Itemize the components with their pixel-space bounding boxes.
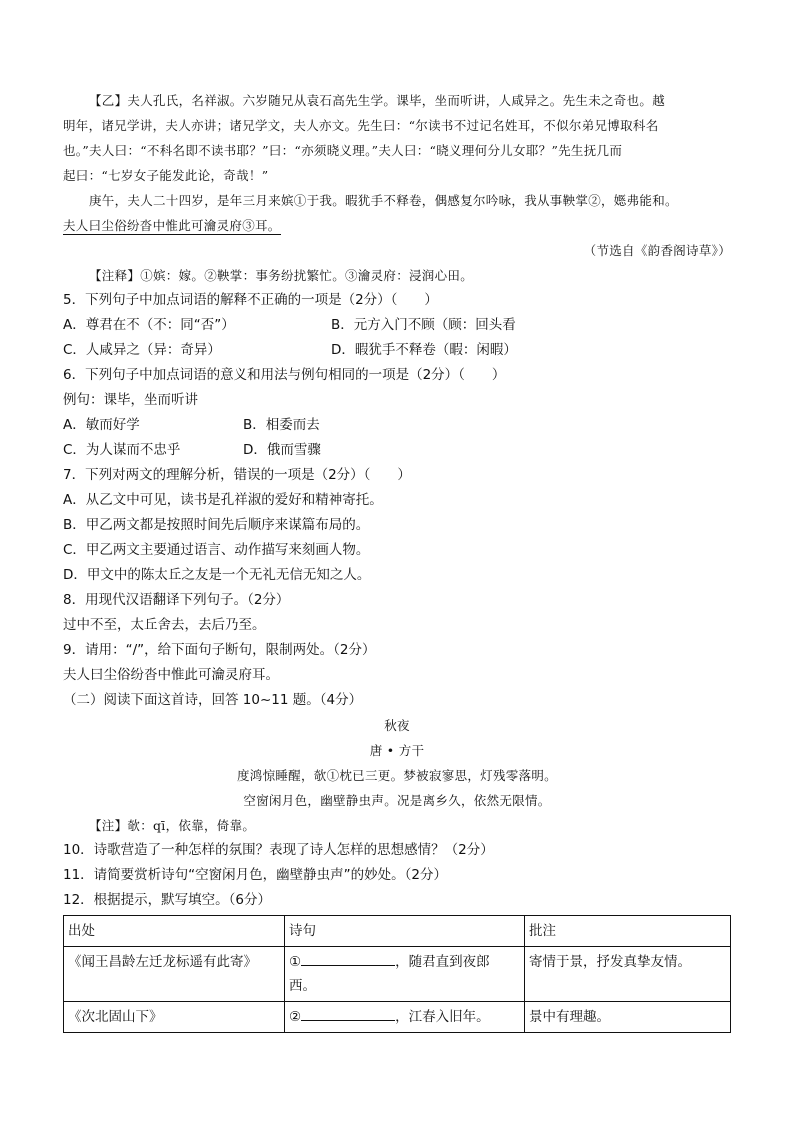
question-7 xyxy=(63,463,731,588)
question-stem: 5．下列句子中加点词语的解释不正确的一项是（2分）（ ） xyxy=(63,292,438,308)
punctuate-sentence: 夫人曰尘俗纷沓中惟此可瀹灵府耳。 xyxy=(63,667,279,683)
option-d: D．暇犹手不释卷（暇：闲暇） xyxy=(331,342,517,358)
question-10 xyxy=(63,838,731,863)
question-stem: 8．用现代汉语翻译下列句子。（2分） xyxy=(63,592,290,608)
poem xyxy=(63,713,731,838)
option-b: B．甲乙两文都是按照时间先后顺序来谋篇布局的。 xyxy=(63,517,370,533)
question-stem: 9．请用：“/”，给下面句子断句，限制两处。（2分） xyxy=(63,642,376,658)
row-verse xyxy=(285,1002,525,1033)
row-source: 《闻王昌龄左迁龙标遥有此寄》 xyxy=(64,947,285,1002)
blank-number: ① xyxy=(289,954,302,970)
option-a: A．从乙文中可见，读书是孔祥淑的爱好和精神寄托。 xyxy=(63,492,383,508)
question-stem: 10．诗歌营造了一种怎样的氛围？表现了诗人怎样的思想感情？（2分） xyxy=(63,842,494,858)
section-2 xyxy=(63,688,731,838)
question-stem: 6．下列句子中加点词语的意义和用法与例句相同的一项是（2分）（ ） xyxy=(63,367,506,383)
poem-note: 【注】欹：qī，依靠，倚靠。 xyxy=(89,818,256,833)
option-c: C．为人谋而不忠乎 xyxy=(63,442,181,458)
option-d: D．甲文中的陈太丘之友是一个无礼无信无知之人。 xyxy=(63,567,371,583)
underlined-sentence: 夫人曰尘俗纷沓中惟此可瀹灵府③耳。 xyxy=(63,218,281,233)
option-a: A．敏而好学 xyxy=(63,417,140,433)
poem-line: 空窗闲月色，幽壁静虫声。况是离乡久，依然无限情。 xyxy=(243,793,551,808)
passage-b-line: 也。”夫人曰：“不科名即不读书耶？”曰：“亦须晓义理。”夫人曰：“晓义理何分儿女耶？”先生抚几而 xyxy=(63,143,623,158)
blank-number: ② xyxy=(289,1009,302,1025)
option-c: C．甲乙两文主要通过语言、动作描写来刻画人物。 xyxy=(63,542,370,558)
row-verse xyxy=(285,947,525,1002)
header-note: 批注 xyxy=(525,916,731,947)
option-a: A．尊君在不（不：同“否”） xyxy=(63,317,235,333)
question-9 xyxy=(63,638,731,688)
header-source: 出处 xyxy=(64,916,285,947)
passage-b-line: 起曰：“七岁女子能发此论，奇哉！” xyxy=(63,168,269,183)
passage-b-line: 【乙】夫人孔氏，名祥淑。六岁随兄从袁石高先生学。课毕，坐而听讲，人咸异之。先生未之奇也。越 xyxy=(89,93,666,108)
poem-title: 秋夜 xyxy=(384,718,410,733)
verse-text: ，江春入旧年。 xyxy=(395,1009,490,1025)
dictation-table xyxy=(63,915,731,1033)
row-note: 景中有理趣。 xyxy=(525,1002,731,1033)
poem-author: 唐 • 方干 xyxy=(369,743,425,758)
question-6 xyxy=(63,363,731,463)
table-header-row xyxy=(64,916,731,947)
example-sentence: 例句：课毕，坐而听讲 xyxy=(63,392,198,408)
option-c: C．人咸异之（异：奇异） xyxy=(63,342,221,358)
passage-b-line: 明年，诸兄学讲，夫人亦讲；诸兄学文，夫人亦文。先生曰：“尔读书不过记名姓耳，不似尔弟兄博取科名 xyxy=(63,118,659,133)
table-row xyxy=(64,1002,731,1033)
question-8 xyxy=(63,588,731,638)
question-11 xyxy=(63,863,731,888)
passage-notes: 【注释】①嫔：嫁。②鞅掌：事务纷扰繁忙。③瀹灵府：浸润心田。 xyxy=(89,268,474,283)
question-stem: 12．根据提示，默写填空。（6分） xyxy=(63,892,272,908)
poem-line: 度鸿惊睡醒，欹①枕已三更。梦被寂寥思，灯残零落明。 xyxy=(236,768,557,783)
header-verse: 诗句 xyxy=(285,916,525,947)
answer-blank[interactable] xyxy=(301,1006,395,1021)
row-source: 《次北固山下》 xyxy=(64,1002,285,1033)
exam-page xyxy=(63,88,731,1033)
passage-b-line: 庚午，夫人二十四岁，是年三月来嫔①于我。暇犹手不释卷，偶感复尔吟咏，我从事鞅掌②，嫕弗能和。 xyxy=(89,193,678,208)
answer-blank[interactable] xyxy=(301,951,395,966)
section-heading: （二）阅读下面这首诗，回答 10~11 题。（4分） xyxy=(63,692,363,708)
option-d: D．俄而雪骤 xyxy=(243,442,321,458)
row-note: 寄情于景，抒发真挚友情。 xyxy=(525,947,731,1002)
translate-sentence: 过中不至，太丘舍去，去后乃至。 xyxy=(63,617,266,633)
option-b: B．相委而去 xyxy=(243,417,320,433)
question-stem: 11．请简要赏析诗句“空窗闲月色，幽壁静虫声”的妙处。（2分） xyxy=(63,867,448,883)
question-5 xyxy=(63,288,731,363)
passage-source: （节选自《韵香阁诗草》） xyxy=(583,243,731,258)
verse-text: ，随君直到夜郎 xyxy=(395,954,490,970)
option-b: B．元方入门不顾（顾：回头看 xyxy=(331,317,516,333)
question-12 xyxy=(63,888,731,1033)
passage-b xyxy=(63,88,731,288)
question-stem: 7．下列对两文的理解分析，错误的一项是（2分）（ ） xyxy=(63,467,411,483)
verse-text: 西。 xyxy=(289,978,316,994)
table-row xyxy=(64,947,731,1002)
